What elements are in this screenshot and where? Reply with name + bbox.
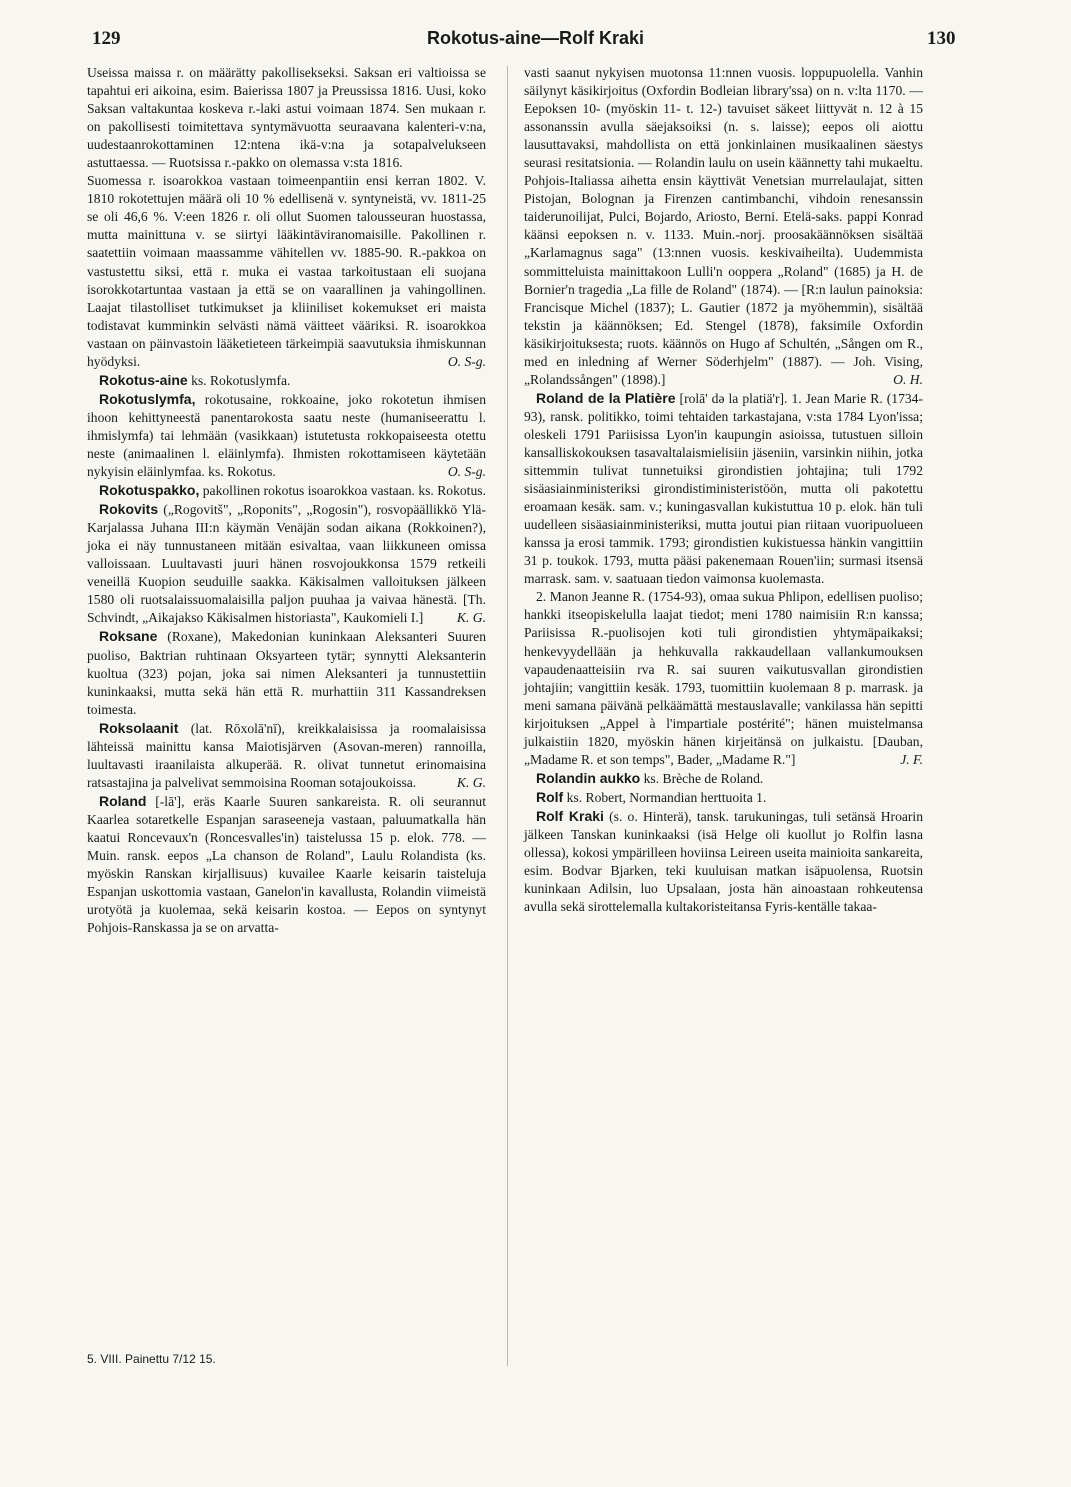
entry-paragraph	[87, 500, 486, 627]
entry-text: („Rogovitš", „Roponits", „Rogosin"), rosvopäällikkö Ylä-Karjalassa Juhana III:n käymän Venäjän sodan aikana (Rokkoinen?), joka ei näy tunnustaneen mitään esivaltaa, vaan liikkuneen omissa valloissaan. Luultavasti juuri hänen rosvojoukkonsa 1579 retkeili veneillä Kuopion seuduille saakka. Käkisalmen valloituksen jälkeen 1580 oli ruotsalaissuomalaisilla paljon puuhaa ja vaivaa hänestä. [Th. Schvindt, „Aikajakso Käkisalmen historiasta", Kaukomieli I.]	[87, 502, 486, 626]
entry-text: (s. o. Hinterä), tansk. tarukuningas, tuli setänsä Hroarin jälkeen Tanskan kuninkaaksi (isä Helge oli kuollut jo Rolfin lasna ollessa), kokosi ympärilleen hoviinsa Leireen useita mainioita sankareita, esim. Bodvar Bjarken, teki kuuluisan matkan isäpuolensa, Ruotsin kuninkaan Adilsin, luo Upsalaan, josta hän ainoastaan rohkeutensa avulla sekä sirottelemalla kultakoristeitansa Fyris-kentälle takaa-	[524, 808, 924, 915]
entry-text: Useissa maissa r. on määrätty pakollisekseksi. Saksan eri valtioissa se tapahtui eri aikoina, esim. Baierissa 1807 ja Preussissa 1816. Uusi, koko Saksan valtakuntaa koskeva r.-laki astui voimaan 1874. Sen mukaan r. on pakollisesti toimitettava syntymävuotta seuraavana kalenteri-v:na, uudestaanrokottaminen 12:ntena ikä-v:na ja sotapalvelukseen astuttaessa. — Ruotsissa r.-pakko on olemassa v:sta 1816.	[87, 65, 486, 171]
page-number-left: 129	[92, 28, 121, 49]
author-signature: J. F.	[900, 751, 923, 767]
entry-paragraph	[87, 371, 486, 390]
author-signature: O. H.	[893, 371, 923, 387]
entry-headword: Roland de la Platière	[536, 389, 676, 406]
entry-paragraph	[87, 390, 486, 481]
entry-text: ks. Brèche de Roland.	[640, 770, 764, 786]
entry-paragraph	[87, 172, 486, 371]
entry-text: 2. Manon Jeanne R. (1754-93), omaa sukua Phlipon, edellisen puoliso; hankki itseopiskelulla laajat tiedot; meni 1780 naimisiin R:n kanssa; Pariisissa R.-puolisojen koti tuli girondistien yhtymäpaikaksi; henkevyydellään ja hehkuvalla rakkaudellaan vallankumouksen vapaudenaatteisiin rva R. sai suuren vaikutusvallan girondistien johtajiin; vangittiin kesäk. 1793, tuomittiin kuolemaan 8 p. marrask. ja meni samana päivänä pelkäämättä mestauslavalle; vankilassa hän sepitti kirjoituksen „Appel à l'impartiale postérité"; hänen muistelmansa julkaistiin 1820, myöskin hänen kirjeitänsä on julkaistu. [Dauban, „Madame R. et son temps", Bader, „Madame R."]	[524, 589, 923, 767]
author-signature: K. G.	[456, 774, 486, 790]
author-signature: O. S-g.	[447, 464, 486, 480]
entry-text: [rolā' də la platiä'r]. 1. Jean Marie R. (1734-93), ransk. politikko, toimi tehtaiden tarkastajana, v:sta 1784 Lyon'issa; oleskeli 1791 Pariisissa Lyon'in kaupungin asioissa, tutustuen silloin kansalliskokouksen tasavaltalaismielisiin jäseniin, varsinkin niihin, jotka sittemmin tulivat tunnetuiksi girondistien johtajina; tuli 1792 sisäasiainministeriksi girondistiministeristöön, mutta oli pakotettu eroamaan kesäk. sam. v.; kuningasvallan kukistuttua 10 p. elok. hän tuli uudelleen sisäasiainministeriksi, mutta joutui pian riitaan vuoripuolueen kanssa ja erosi tammik. 1793; girondistien kukistuessa hänkin vangittiin 31 p. toukok. 1793, mutta pääsi pakenemaan Rouen'iin; surmasi itsensä marrask. sam. v. saatuaan tiedon vaimonsa kuolemasta.	[524, 390, 923, 587]
entry-paragraph	[87, 64, 486, 172]
entry-paragraph	[524, 389, 923, 589]
entry-paragraph	[87, 792, 486, 937]
entry-text: (lat. Rōxolā'nī), kreikkalaisissa ja roomalaisissa lähteissä mainittu kansa Maiotisjärven (Asovan-meren) rannoilla, luultavasti iraanilaista alkuperää. R. olivat tunnetut erinomaisina ratsastajina ja palvelivat semmoisina Rooman sotajoukoissa.	[87, 720, 486, 790]
entry-text: [-lā'], eräs Kaarle Suuren sankareista. R. oli seurannut Kaarlea sotaretkelle Espanjan saraseeneja vastaan, paluumatkalla hän kaatui Roncevaux'n (Roncesvalles'in) taistelussa 15 p. elok. 778. — Muin. ransk. eepos „La chanson de Roland", Laulu Rolandista (ks. myöskin Ranskan kirjallisuus) kuvailee Kaarle keisarin taisteluja Espanjan uskottomia vastaan, Ganelon'in kavallusta, Rolandin viimeistä urotyötä ja kuolemaa, sekä keisarin kostoa. — Eepos on syntynyt Pohjois-Ranskassa ja se on arvatta-	[87, 793, 486, 936]
entry-text: Suomessa r. isoarokkoa vastaan toimeenpantiin ensi kerran 1802. V. 1810 rokotettujen määrä oli 10 % edellisenä v. syntyneistä, vv. 1811-25 se oli 46,6 %. V:een 1826 r. oli ollut Suomen talousseuran huostassa, mutta mainittuna v. se siirtyi lääkintäviranomaisille. Pakollinen r. saatettiin voimaan maassamme vähitellen vv. 1885-90. R.-pakkoa on vastustettu siksi, että r. muka ei vastaa tarkoitustaan eli suojana isorokkotartuntaa vastaan ja että se on vaarallinen ja vahingollinen. Laajat tilastolliset tutkimukset ja kliiniliset kokemukset eri maista todistavat kumminkin selvästi nämä väitteet vääriksi. R. isoarokkoa vastaan on päinvastoin lääketieteen tärkeimpiä saavutuksia ihmiskunnan hyödyksi.	[87, 173, 486, 369]
entry-paragraph	[524, 788, 923, 807]
entry-text: ks. Rokotuslymfa.	[187, 372, 291, 388]
entry-headword: Rolandin aukko	[536, 769, 641, 786]
entry-text: rokotusaine, rokkoaine, joko rokotetun ihmisen ihoon kehittyneestä panentarokosta saatu neste (humaniseerattu l. ihmislymfa) tai lehmään (vasikkaan) istutetusta rokkopaiseesta otettu neste (animaalinen l. eläinlymfa). Ihmisten rokottamiseen käytetään nykyisin eläinlymfaa. ks. Rokotus.	[87, 391, 486, 480]
entry-paragraph	[524, 64, 923, 389]
entry-text: vasti saanut nykyisen muotonsa 11:nnen vuosis. loppupuolella. Vanhin säilynyt käsikirjoitus (Oxfordin Bodleian library'ssa) on n. v:lta 1170. — Eepoksen 10- (myöskin 11- t. 12-) tavuiset säkeet liittyvät n. 12 à 15 assonanssin avulla säejaksoiksi (n. s. laisse); eepos oli aiottu lausuttavaksi, mahdollista on että jonkinlainen musikaalinen säestys seurasi resitatsionia. — Rolandin laulu on usein käännetty tahi mukaeltu. Pohjois-Italiassa aihetta ensin käyttivät Venetsian murrelaulajat, sitten Pistojan, Bolognan ja Firenzen cantimbanchi, vihdoin renesanssin taiderunoilijat, Pulci, Bojardo, Ariosto, Berni. Etelä-saks. pappi Konrad käänsi eepoksen n. v. 1133. Muin.-norj. proosakäännöksen sisältää „Karlamagnus saga" (13:nnen vuosis. keskivaiheilta). Uudemmista sommitteluista mainittakoon Lulli'n ooppera „Roland" (1685) ja H. de Bornier'n tragedia „La fille de Roland" (1874). — [R:n laulun painoksia: Francisque Michel (1837); L. Gautier (1872 ja myöhemmin), sisältää tekstin ja käännöksen; Ed. Stengel (1878), faksimile Oxfordin käsikirjoituksesta; ruots. käännös on Hugo af Schultén, „Sången om R., med en inledning af Werner Söderhjelm" (1887). — Joh. Vising, „Rolandssången" (1898).]	[524, 65, 923, 387]
entry-paragraph	[524, 807, 923, 916]
author-signature: O. S-g.	[447, 353, 486, 369]
entry-headword: Rolf	[536, 788, 564, 805]
entry-headword: Roland	[99, 792, 147, 809]
entry-headword: Roksane	[99, 628, 158, 645]
entry-paragraph	[87, 481, 486, 500]
entry-text: (Roxane), Makedonian kuninkaan Aleksanteri Suuren puoliso, Baktrian ruhtinaan Oksyarteen tytär; synnytti Aleksanterin kuoltua (323) pojan, joka sai nimen Aleksanteri ja tunnustettiin kuninkaaksi, mutta sekä hän että R. murhattiin 311 Kassandreksen toimesta.	[87, 629, 486, 717]
entry-headword: Rokotus-aine	[99, 371, 188, 388]
running-title: Rokotus-aine—Rolf Kraki	[426, 28, 645, 48]
author-signature: K. G.	[456, 610, 486, 626]
entry-paragraph	[524, 588, 923, 768]
entry-paragraph	[87, 719, 486, 792]
right-column	[524, 64, 923, 916]
entry-headword: Rokotuslymfa,	[99, 390, 196, 407]
entry-headword: Roksolaanit	[99, 719, 179, 736]
page-header	[0, 28, 1071, 58]
entry-text: pakollinen rokotus isoarokkoa vastaan. ks. Rokotus.	[199, 483, 486, 499]
entry-headword: Rokovits	[99, 501, 159, 518]
page-number-right: 130	[927, 28, 956, 49]
entry-text: ks. Robert, Normandian herttuoita 1.	[563, 789, 767, 805]
entry-paragraph	[87, 627, 486, 718]
entry-paragraph	[524, 769, 923, 788]
entry-headword: Rokotuspakko,	[99, 482, 200, 499]
printer-footer: 5. VIII. Painettu 7/12 15.	[87, 1352, 216, 1366]
entry-headword: Rolf Kraki	[536, 807, 604, 824]
left-column	[87, 64, 486, 937]
column-divider	[507, 66, 508, 1366]
